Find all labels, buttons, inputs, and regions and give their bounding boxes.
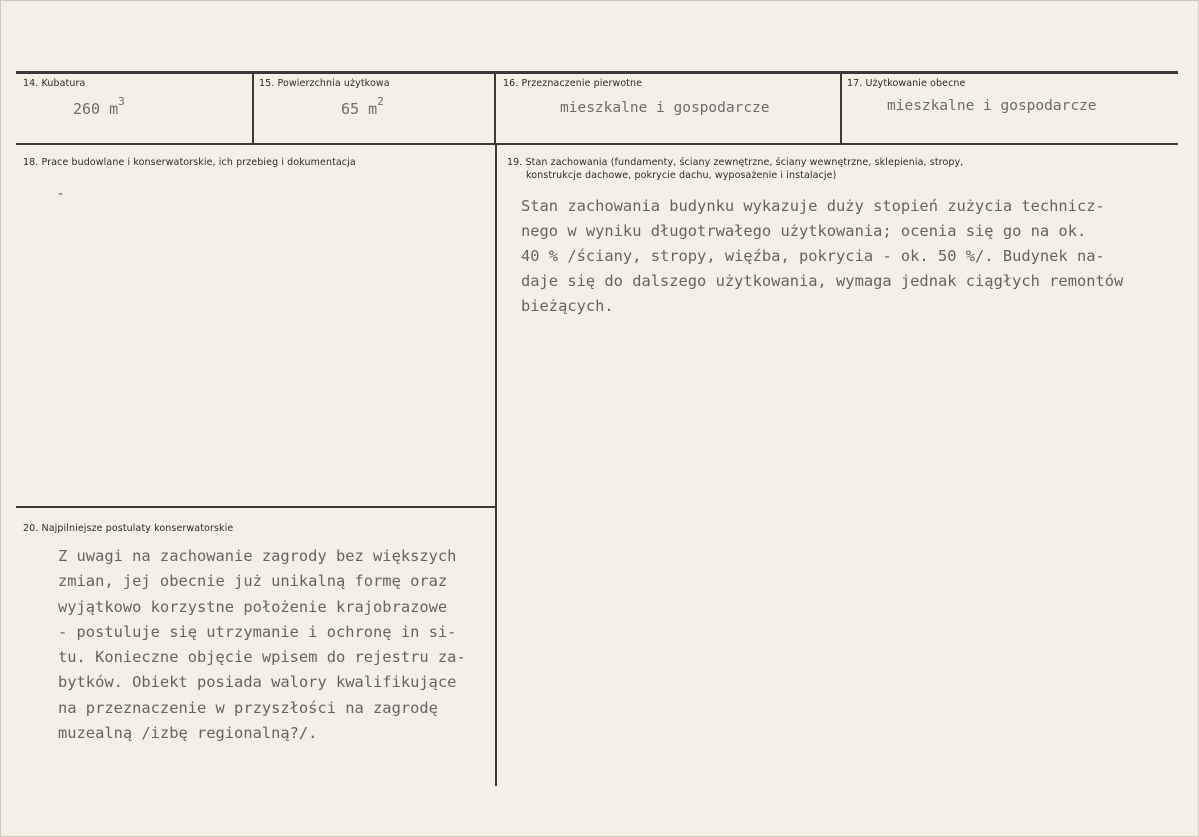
uzytkowanie-value: mieszkalne i gospodarcze: [887, 98, 1097, 114]
kubatura-value: [73, 95, 125, 118]
postulaty-line: muzealną /izbę regionalną?/.: [58, 724, 318, 743]
stan-zachowania-line: bieżących.: [521, 297, 614, 315]
powierzchnia-label: 15. Powierzchnia użytkowa: [259, 78, 390, 89]
section18-bottom-rule: [16, 506, 496, 508]
stan-zachowania-line: 40 % /ściany, stropy, więźba, pokrycia - ok. 50 %/. Budynek na-: [521, 247, 1105, 265]
stan-zachowania-line: nego w wyniku długotrwałego użytkowania; ocenia się go na ok.: [521, 222, 1087, 240]
prace-budowlane-label: 18. Prace budowlane i konserwatorskie, ich przebieg i dokumentacja: [23, 157, 356, 168]
postulaty-line: bytków. Obiekt posiada walory kwalifikujące: [58, 673, 457, 692]
stan-zachowania-line: daje się do dalszego użytkowania, wymaga jednak ciągłych remontów: [521, 272, 1124, 290]
stan-zachowania-label-1: 19. Stan zachowania (fundamenty, ściany zewnętrzne, ściany wewnętrzne, sklepienia, stropy,: [507, 157, 964, 168]
kubatura-number: 260 m: [73, 100, 119, 118]
postulaty-line: zmian, jej obecnie już unikalną formę oraz: [58, 572, 448, 591]
divider-main: [495, 144, 497, 786]
przeznaczenie-value: mieszkalne i gospodarcze: [560, 100, 770, 116]
uzytkowanie-label: 17. Użytkowanie obecne: [847, 78, 966, 89]
powierzchnia-exponent: 2: [377, 95, 384, 108]
stan-zachowania-text: [521, 194, 1123, 319]
postulaty-line: tu. Konieczne objęcie wpisem do rejestru za-: [58, 648, 466, 667]
prace-budowlane-value: -: [56, 184, 66, 202]
postulaty-line: - postuluje się utrzymanie i ochronę in si-: [58, 622, 457, 641]
powierzchnia-value: [341, 95, 384, 118]
kubatura-exponent: 3: [118, 95, 125, 108]
przeznaczenie-label: 16. Przeznaczenie pierwotne: [503, 78, 643, 89]
divider-15-16: [494, 73, 496, 144]
powierzchnia-number: 65 m: [341, 100, 378, 118]
divider-16-17: [840, 73, 842, 144]
postulaty-label: 20. Najpilniejsze postulaty konserwatorskie: [23, 523, 234, 534]
postulaty-text: [58, 544, 466, 746]
stan-zachowania-line: Stan zachowania budynku wykazuje duży stopień zużycia technicz-: [521, 197, 1105, 215]
top-rule: [16, 71, 1178, 74]
postulaty-line: na przeznaczenie w przyszłości na zagrodę: [58, 698, 438, 717]
divider-14-15: [252, 73, 254, 144]
postulaty-line: Z uwagi na zachowanie zagrody bez większych: [58, 547, 457, 565]
kubatura-label: 14. Kubatura: [23, 78, 86, 89]
stan-zachowania-label-2: konstrukcje dachowe, pokrycie dachu, wyposażenie i instalacje): [526, 170, 837, 181]
row1-bottom-rule: [16, 143, 1178, 145]
postulaty-line: wyjątkowo korzystne położenie krajobrazowe: [58, 597, 448, 616]
